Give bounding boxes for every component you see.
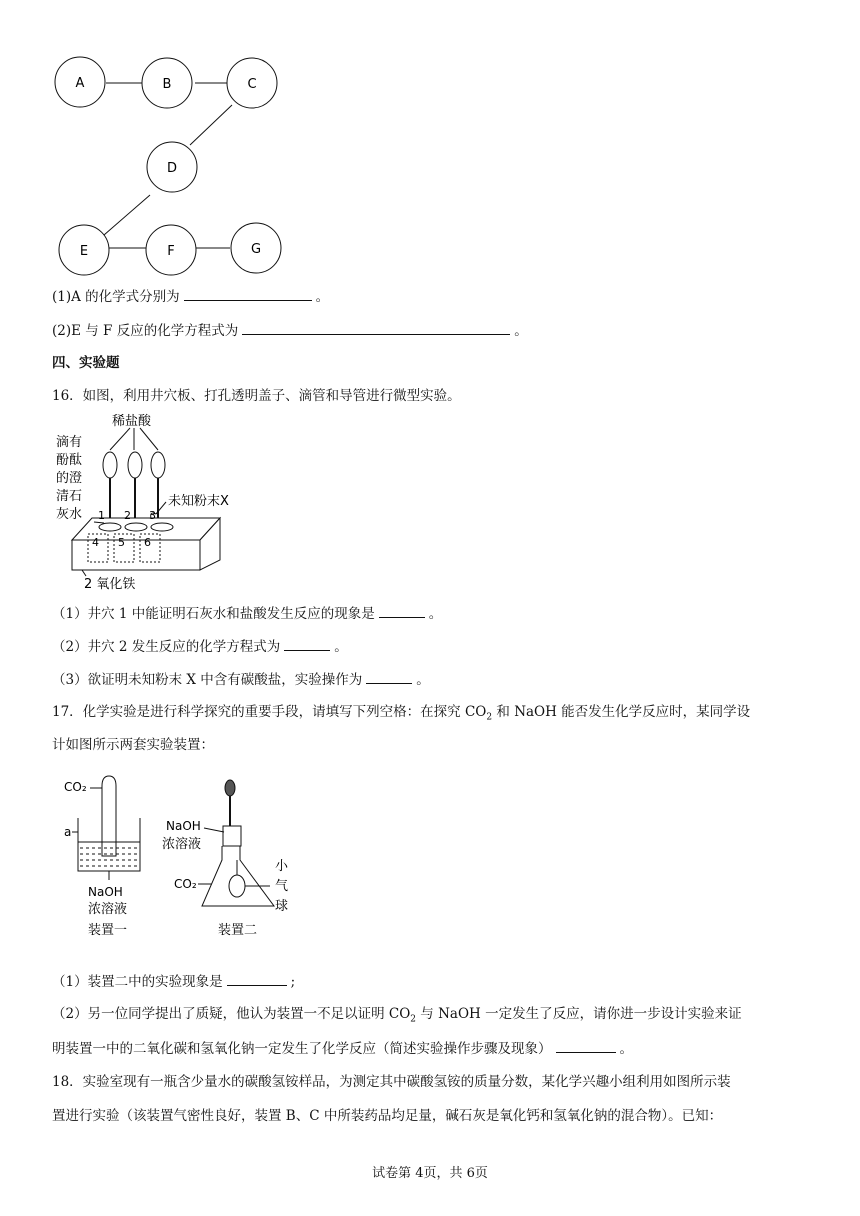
- answer-blank[interactable]: [556, 1038, 616, 1053]
- svg-text:的澄: 的澄: [56, 471, 83, 486]
- q18-line1: 18．实验室现有一瓶含少量水的碳酸氢铵样品，为测定其中碳酸氢铵的质量分数，某化学兴趣小组利用如图所示装: [52, 1074, 731, 1090]
- q16-part3-end: 。: [416, 672, 430, 688]
- svg-text:C: C: [247, 77, 257, 92]
- q17-stem: [52, 702, 750, 728]
- q15-part1: [52, 286, 329, 307]
- node-f: [146, 225, 196, 275]
- q17-part2-end: 。: [619, 1041, 633, 1057]
- q16-part3: [52, 669, 430, 690]
- svg-text:球: 球: [275, 899, 289, 914]
- svg-text:1: 1: [98, 509, 105, 522]
- svg-text:B: B: [162, 77, 172, 92]
- node-c: [227, 58, 277, 108]
- q15-part1-end: 。: [315, 289, 330, 305]
- svg-text:浓溶液: 浓溶液: [88, 902, 128, 917]
- node-a: [55, 57, 105, 107]
- well-plate-figure: [52, 410, 252, 592]
- svg-text:浓溶液: 浓溶液: [162, 837, 202, 852]
- q16-part3-text: （3）欲证明未知粉末 X 中含有碳酸盐，实验操作为: [52, 672, 363, 688]
- page-footer: 试卷第 4页，共 6页: [372, 1166, 488, 1181]
- q16-part2-end: 。: [334, 639, 348, 655]
- svg-text:a: a: [64, 825, 72, 839]
- q16-part1-text: （1）井穴 1 中能证明石灰水和盐酸发生反应的现象是: [52, 606, 375, 622]
- svg-text:NaOH: NaOH: [166, 819, 201, 833]
- q17-stem-line2: 计如图所示两套实验装置：: [52, 737, 214, 753]
- q17-stem-b: 和 NaOH 能否发生化学反应时，某同学设: [492, 704, 751, 720]
- q16-part2: [52, 636, 348, 657]
- q16-part2-text: （2）井穴 2 发生反应的化学方程式为: [52, 639, 281, 655]
- answer-blank[interactable]: [184, 286, 312, 301]
- label-unknown-powder: 未知粉末X: [168, 494, 229, 509]
- subscript-2: 2: [410, 1014, 417, 1025]
- answer-blank[interactable]: [227, 971, 287, 986]
- svg-text:5: 5: [118, 536, 125, 549]
- svg-text:NaOH: NaOH: [88, 885, 123, 899]
- answer-blank[interactable]: [242, 320, 510, 335]
- svg-text:气: 气: [275, 879, 289, 894]
- apparatus-two: [162, 780, 289, 938]
- label-iron-oxide: 2 氧化铁: [84, 577, 136, 592]
- section-heading: 四、实验题: [52, 355, 120, 371]
- svg-text:G: G: [250, 242, 262, 257]
- svg-text:4: 4: [92, 536, 99, 549]
- answer-blank[interactable]: [284, 636, 330, 651]
- svg-text:滴有: 滴有: [56, 435, 83, 450]
- label-lime-water: [56, 435, 82, 522]
- svg-text:F: F: [167, 244, 175, 259]
- answer-blank[interactable]: [366, 669, 412, 684]
- svg-text:酚酞: 酚酞: [56, 453, 83, 468]
- node-d: [147, 142, 197, 192]
- q16-part1-end: 。: [428, 606, 443, 622]
- q17-part1-text: （1）装置二中的实验现象是: [52, 974, 223, 990]
- svg-text:清石: 清石: [56, 489, 83, 504]
- svg-text:CO₂: CO₂: [174, 877, 197, 891]
- q15-part2-text: (2)E 与 F 反应的化学方程式为: [52, 323, 239, 339]
- answer-blank[interactable]: [379, 603, 425, 618]
- q17-stem-a: 17．化学实验是进行科学探究的重要手段，请填写下列空格：在探究 CO: [52, 704, 487, 720]
- q16-part1: [52, 603, 442, 624]
- node-b: [142, 58, 192, 108]
- q17-part1-end: ;: [290, 974, 296, 990]
- q17-part2-b: 与 NaOH 一定发生了反应，请你进一步设计实验来证: [416, 1006, 742, 1022]
- svg-text:装置二: 装置二: [218, 923, 258, 938]
- q17-part2-line2: [52, 1038, 633, 1059]
- q17-part2: [52, 1004, 742, 1030]
- svg-text:D: D: [166, 161, 178, 176]
- q16-stem: 16．如图，利用井穴板、打孔透明盖子、滴管和导管进行微型实验。: [52, 388, 461, 404]
- svg-text:CO₂: CO₂: [64, 780, 87, 794]
- svg-text:灰水: 灰水: [56, 507, 83, 522]
- node-g: [231, 223, 281, 273]
- q15-part2: [52, 320, 528, 341]
- subscript-2: 2: [486, 712, 493, 723]
- svg-text:小: 小: [275, 859, 289, 874]
- q18-line2: 置进行实验（该装置气密性良好，装置 B、C 中所装药品均足量，碱石灰是氧化钙和氢氧化钠的混合物）。已知：: [52, 1108, 723, 1124]
- apparatus-one: [64, 776, 140, 938]
- svg-text:A: A: [75, 76, 85, 91]
- q15-part1-text: (1)A 的化学式分别为: [52, 289, 180, 305]
- node-graph: [40, 50, 300, 285]
- svg-text:装置一: 装置一: [88, 923, 128, 938]
- svg-text:6: 6: [144, 536, 151, 549]
- svg-text:E: E: [79, 244, 89, 259]
- apparatus-figure: [52, 768, 302, 943]
- label-dilute-hcl: 稀盐酸: [112, 414, 152, 429]
- node-e: [59, 225, 109, 275]
- q17-part2-line2-text: 明装置一中的二氧化碳和氢氧化钠一定发生了化学反应（简述实验操作步骤及现象）: [52, 1041, 552, 1057]
- svg-text:2: 2: [124, 509, 131, 522]
- q17-part2-a: （2）另一位同学提出了质疑，他认为装置一不足以证明 CO: [52, 1006, 411, 1022]
- q17-part1: [52, 971, 295, 992]
- dropper-1: [103, 452, 117, 522]
- svg-text:3: 3: [149, 509, 156, 522]
- q15-part2-end: 。: [514, 323, 528, 339]
